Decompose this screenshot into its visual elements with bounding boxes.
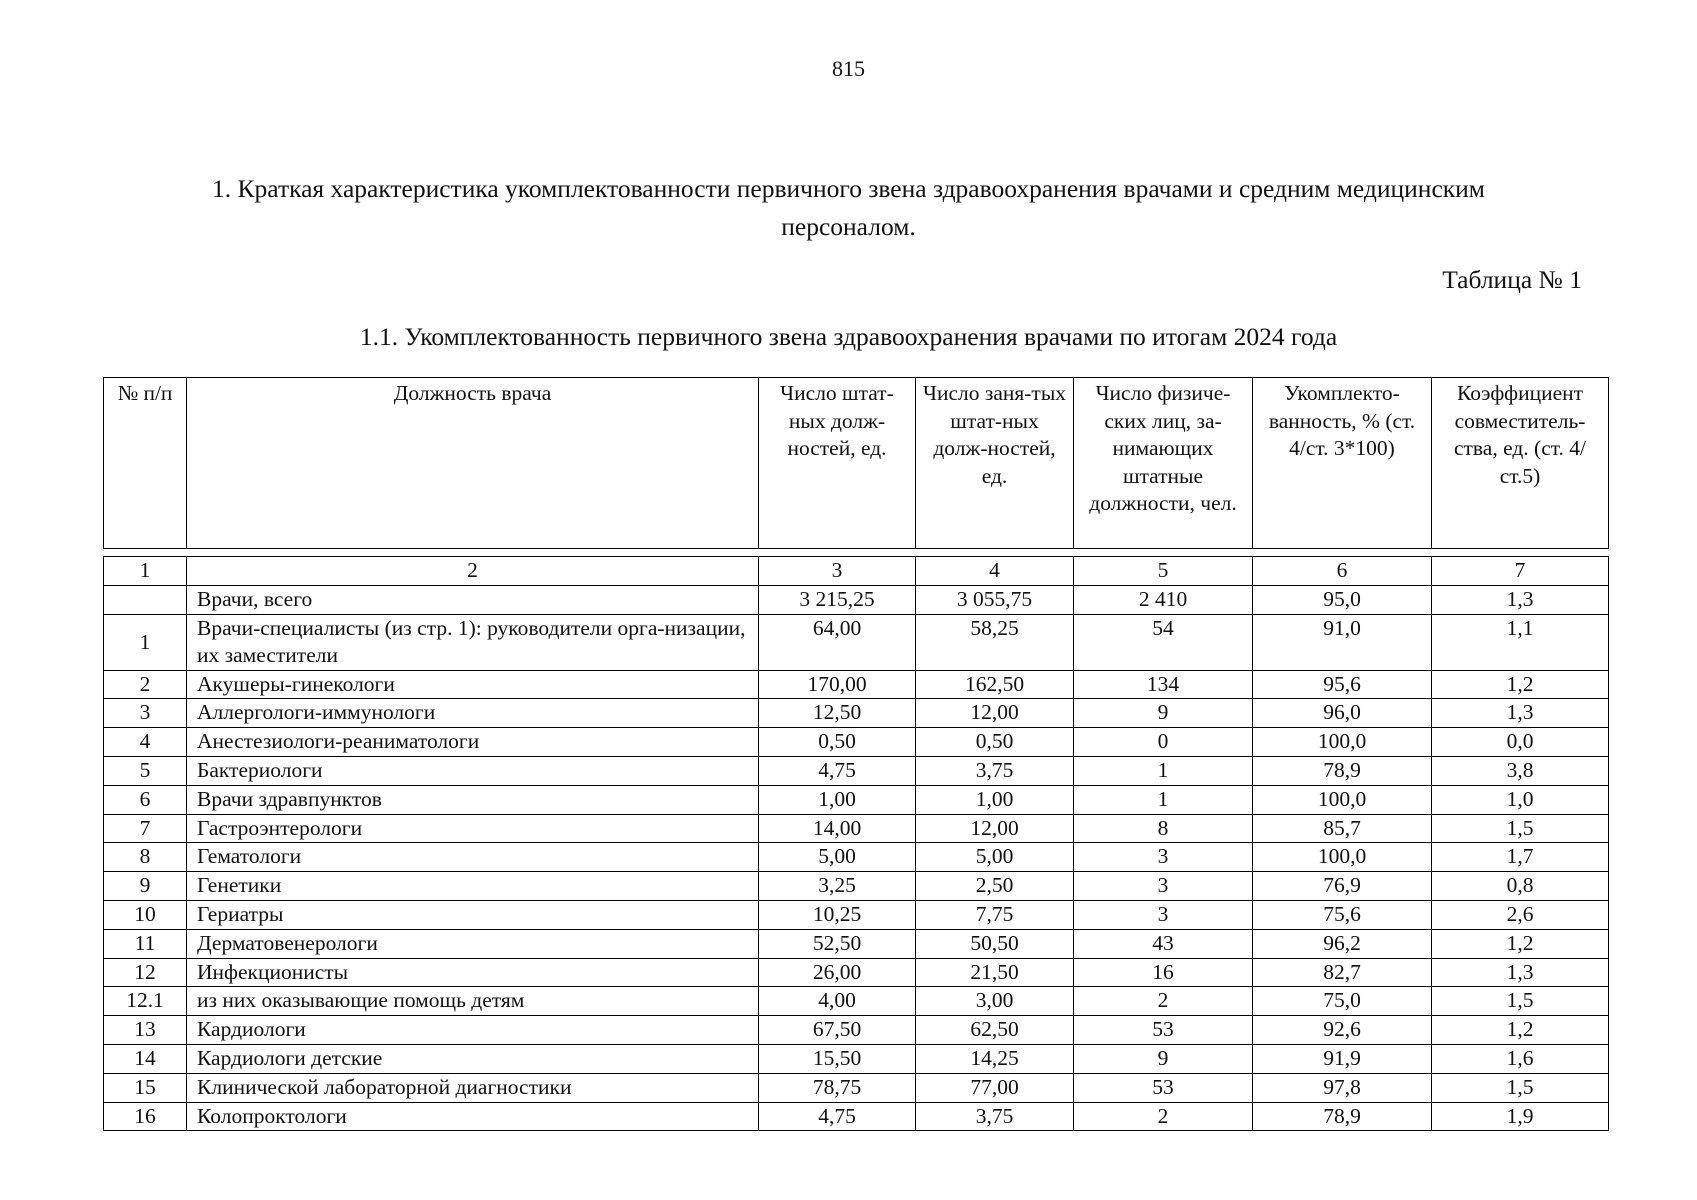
table-row <box>104 1102 1609 1131</box>
row-number: 8 <box>104 843 187 872</box>
row-staffing-percent: 100,0 <box>1253 728 1432 757</box>
row-number: 7 <box>104 814 187 843</box>
table-rows <box>104 557 1609 1131</box>
row-staffing-percent: 92,6 <box>1253 1016 1432 1045</box>
section-heading-line2: персоналом. <box>781 212 916 241</box>
row-number: 2 <box>104 670 187 699</box>
row-occupied-positions: 62,50 <box>916 1016 1074 1045</box>
row-occupied-positions: 12,00 <box>916 814 1074 843</box>
row-number: 15 <box>104 1073 187 1102</box>
header-cell-staffing-percent: Укомплекто-ванность, % (ст. 4/ст. 3*100) <box>1253 378 1432 549</box>
row-staffing-percent: 96,2 <box>1253 929 1432 958</box>
row-staffing-percent: 91,0 <box>1253 614 1432 670</box>
row-individuals: 2 <box>1074 987 1253 1016</box>
row-occupied-positions: 21,50 <box>916 958 1074 987</box>
row-individuals: 3 <box>1074 843 1253 872</box>
row-coefficient: 1,3 <box>1432 585 1609 614</box>
row-position: Кардиологи <box>187 1016 759 1045</box>
row-staff-positions: 78,75 <box>759 1073 916 1102</box>
row-staff-positions: 26,00 <box>759 958 916 987</box>
row-number: 6 <box>104 785 187 814</box>
row-individuals: 9 <box>1074 1044 1253 1073</box>
row-position: Врачи, всего <box>187 585 759 614</box>
row-number: 10 <box>104 900 187 929</box>
row-staff-positions: 1,00 <box>759 785 916 814</box>
row-staffing-percent: 76,9 <box>1253 872 1432 901</box>
row-staff-positions: 14,00 <box>759 814 916 843</box>
row-occupied-positions: 58,25 <box>916 614 1074 670</box>
row-staffing-percent: 96,0 <box>1253 699 1432 728</box>
row-staff-positions: 12,50 <box>759 699 916 728</box>
row-position: Бактериологи <box>187 756 759 785</box>
table-row <box>104 814 1609 843</box>
row-coefficient: 1,3 <box>1432 958 1609 987</box>
row-coefficient: 3,8 <box>1432 756 1609 785</box>
row-coefficient: 1,2 <box>1432 1016 1609 1045</box>
row-occupied-positions: 3,75 <box>916 756 1074 785</box>
row-occupied-positions: 3,75 <box>916 1102 1074 1131</box>
row-individuals: 3 <box>1074 872 1253 901</box>
row-staff-positions: 67,50 <box>759 1016 916 1045</box>
table-row <box>104 929 1609 958</box>
row-number: 9 <box>104 872 187 901</box>
row-occupied-positions: 3,00 <box>916 987 1074 1016</box>
table-row <box>104 1073 1609 1102</box>
row-individuals: 53 <box>1074 1073 1253 1102</box>
table-row <box>104 1044 1609 1073</box>
row-occupied-positions: 3 055,75 <box>916 585 1074 614</box>
row-occupied-positions: 0,50 <box>916 728 1074 757</box>
row-individuals: 43 <box>1074 929 1253 958</box>
row-number: 3 <box>104 699 187 728</box>
row-staffing-percent: 78,9 <box>1253 1102 1432 1131</box>
table-row <box>104 958 1609 987</box>
table-header <box>103 377 1609 549</box>
column-number: 2 <box>187 557 759 586</box>
row-individuals: 0 <box>1074 728 1253 757</box>
table-row <box>104 670 1609 699</box>
row-staff-positions: 4,75 <box>759 756 916 785</box>
row-position: Врачи-специалисты (из стр. 1): руководители орга-низации, их заместители <box>187 614 759 670</box>
column-number-row <box>104 557 1609 586</box>
table-row <box>104 614 1609 670</box>
row-coefficient: 1,5 <box>1432 987 1609 1016</box>
column-number: 4 <box>916 557 1074 586</box>
row-occupied-positions: 50,50 <box>916 929 1074 958</box>
column-number: 6 <box>1253 557 1432 586</box>
row-occupied-positions: 2,50 <box>916 872 1074 901</box>
header-cell-number: № п/п <box>104 378 187 549</box>
row-individuals: 9 <box>1074 699 1253 728</box>
row-staff-positions: 52,50 <box>759 929 916 958</box>
row-individuals: 1 <box>1074 785 1253 814</box>
page-number: 815 <box>832 56 865 81</box>
row-staffing-percent: 75,0 <box>1253 987 1432 1016</box>
table-label: Таблица № 1 <box>1442 265 1582 294</box>
row-number: 4 <box>104 728 187 757</box>
row-occupied-positions: 12,00 <box>916 699 1074 728</box>
row-occupied-positions: 77,00 <box>916 1073 1074 1102</box>
row-position: Гериатры <box>187 900 759 929</box>
row-occupied-positions: 5,00 <box>916 843 1074 872</box>
header-cell-position: Должность врача <box>187 378 759 549</box>
row-individuals: 2 <box>1074 1102 1253 1131</box>
table-row <box>104 872 1609 901</box>
row-position: Гастроэнтерологи <box>187 814 759 843</box>
row-staff-positions: 3,25 <box>759 872 916 901</box>
row-staff-positions: 4,00 <box>759 987 916 1016</box>
row-position: Аллергологи-иммунологи <box>187 699 759 728</box>
table-row <box>104 1016 1609 1045</box>
row-number: 5 <box>104 756 187 785</box>
row-position: Гематологи <box>187 843 759 872</box>
row-staffing-percent: 82,7 <box>1253 958 1432 987</box>
row-coefficient: 1,5 <box>1432 1073 1609 1102</box>
row-individuals: 3 <box>1074 900 1253 929</box>
row-coefficient: 0,8 <box>1432 872 1609 901</box>
row-position: Инфекционисты <box>187 958 759 987</box>
row-number: 1 <box>104 614 187 670</box>
row-coefficient: 0,0 <box>1432 728 1609 757</box>
row-individuals: 2 410 <box>1074 585 1253 614</box>
column-number: 5 <box>1074 557 1253 586</box>
row-occupied-positions: 1,00 <box>916 785 1074 814</box>
row-staff-positions: 64,00 <box>759 614 916 670</box>
row-staffing-percent: 100,0 <box>1253 785 1432 814</box>
row-coefficient: 1,3 <box>1432 699 1609 728</box>
row-position: Генетики <box>187 872 759 901</box>
row-staff-positions: 0,50 <box>759 728 916 757</box>
row-coefficient: 1,0 <box>1432 785 1609 814</box>
row-position: Врачи здравпунктов <box>187 785 759 814</box>
row-staff-positions: 3 215,25 <box>759 585 916 614</box>
row-position: из них оказывающие помощь детям <box>187 987 759 1016</box>
table-row <box>104 900 1609 929</box>
table-caption: 1.1. Укомплектованность первичного звена здравоохранения врачами по итогам 2024 года <box>359 322 1338 351</box>
row-occupied-positions: 162,50 <box>916 670 1074 699</box>
header-cell-occupied-positions: Число заня-тых штат-ных долж-ностей, ед. <box>916 378 1074 549</box>
row-number: 16 <box>104 1102 187 1131</box>
row-coefficient: 1,5 <box>1432 814 1609 843</box>
row-coefficient: 2,6 <box>1432 900 1609 929</box>
table-row <box>104 585 1609 614</box>
row-coefficient: 1,7 <box>1432 843 1609 872</box>
row-staffing-percent: 91,9 <box>1253 1044 1432 1073</box>
row-position: Кардиологи детские <box>187 1044 759 1073</box>
table-row <box>104 728 1609 757</box>
header-row <box>104 378 1609 549</box>
row-staffing-percent: 95,0 <box>1253 585 1432 614</box>
row-staffing-percent: 75,6 <box>1253 900 1432 929</box>
table-row <box>104 785 1609 814</box>
row-coefficient: 1,1 <box>1432 614 1609 670</box>
row-occupied-positions: 14,25 <box>916 1044 1074 1073</box>
row-position: Дерматовенерологи <box>187 929 759 958</box>
row-individuals: 54 <box>1074 614 1253 670</box>
row-staffing-percent: 100,0 <box>1253 843 1432 872</box>
row-staff-positions: 10,25 <box>759 900 916 929</box>
row-position: Клинической лабораторной диагностики <box>187 1073 759 1102</box>
row-number: 11 <box>104 929 187 958</box>
header-cell-coefficient: Коэффициент совместитель-ства, ед. (ст. 4/ст.5) <box>1432 378 1609 549</box>
row-individuals: 8 <box>1074 814 1253 843</box>
table-row <box>104 843 1609 872</box>
row-coefficient: 1,6 <box>1432 1044 1609 1073</box>
row-number: 12 <box>104 958 187 987</box>
row-position: Колопроктологи <box>187 1102 759 1131</box>
row-number <box>104 585 187 614</box>
column-number: 1 <box>104 557 187 586</box>
row-number: 13 <box>104 1016 187 1045</box>
row-individuals: 16 <box>1074 958 1253 987</box>
row-occupied-positions: 7,75 <box>916 900 1074 929</box>
header-cell-individuals: Число физиче-ских лиц, за-нимающих штатные должности, чел. <box>1074 378 1253 549</box>
row-staff-positions: 4,75 <box>759 1102 916 1131</box>
column-number: 3 <box>759 557 916 586</box>
row-individuals: 1 <box>1074 756 1253 785</box>
row-number: 14 <box>104 1044 187 1073</box>
header-cell-staff-positions: Число штат-ных долж-ностей, ед. <box>759 378 916 549</box>
row-individuals: 53 <box>1074 1016 1253 1045</box>
table-row <box>104 987 1609 1016</box>
table-body <box>103 556 1609 1131</box>
row-staffing-percent: 78,9 <box>1253 756 1432 785</box>
table-row <box>104 756 1609 785</box>
row-staff-positions: 5,00 <box>759 843 916 872</box>
row-position: Акушеры-гинекологи <box>187 670 759 699</box>
row-staffing-percent: 85,7 <box>1253 814 1432 843</box>
row-number: 12.1 <box>104 987 187 1016</box>
row-staff-positions: 15,50 <box>759 1044 916 1073</box>
row-coefficient: 1,2 <box>1432 929 1609 958</box>
row-position: Анестезиологи-реаниматологи <box>187 728 759 757</box>
row-staff-positions: 170,00 <box>759 670 916 699</box>
row-coefficient: 1,2 <box>1432 670 1609 699</box>
column-number: 7 <box>1432 557 1609 586</box>
row-staffing-percent: 95,6 <box>1253 670 1432 699</box>
row-staffing-percent: 97,8 <box>1253 1073 1432 1102</box>
row-individuals: 134 <box>1074 670 1253 699</box>
row-coefficient: 1,9 <box>1432 1102 1609 1131</box>
table-row <box>104 699 1609 728</box>
section-heading <box>0 170 1697 246</box>
section-heading-line1: 1. Краткая характеристика укомплектованности первичного звена здравоохранения врачами и средним медицинским <box>212 174 1485 203</box>
